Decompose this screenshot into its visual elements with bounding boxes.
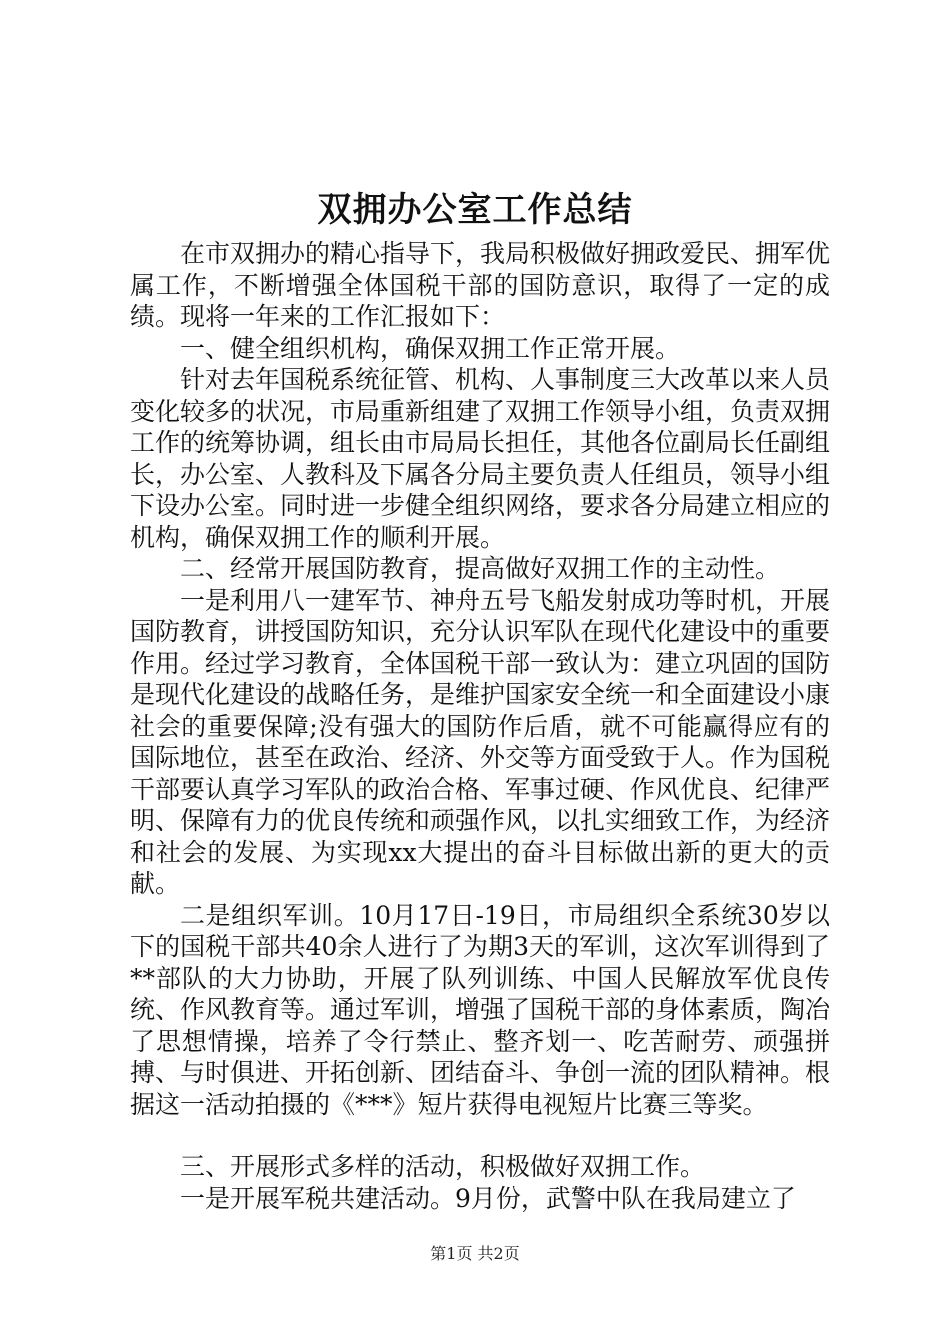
- paragraph-military-training: 二是组织军训。10月17日-19日，市局组织全系统30岁以下的国税干部共40余人进行了为期3天的军训，这次军训得到了**部队的大力协助，开展了队列训练、中国人民解放军优良传统、作风教育等。通过军训，增强了国税干部的身体素质，陶冶了思想情操，培养了令行禁止、整齐划一、吃苦耐劳、顽强拼搏、与时俱进、开拓创新、团结奋斗、争创一流的团队精神。根据这一活动拍摄的《***》短片获得电视短片比赛三等奖。: [130, 900, 831, 1119]
- section-heading-3: 三、开展形式多样的活动，积极做好双拥工作。: [180, 1152, 706, 1181]
- paragraph-joint-construction: 一是开展军税共建活动。9月份，武警中队在我局建立了: [180, 1183, 796, 1213]
- paragraph-organization: 针对去年国税系统征管、机构、人事制度三大改革以来人员变化较多的状况，市局重新组建了双拥工作领导小组，负责双拥工作的统筹协调，组长由市局局长担任，其他各位副局长任副组长，办公室、人教科及下属各分局主要负责人任组员，领导小组下设办公室。同时进一步健全组织网络，要求各分局建立相应的机构，确保双拥工作的顺利开展。: [130, 365, 831, 552]
- document-title: 双拥办公室工作总结: [317, 190, 633, 230]
- page-footer: 第1页 共2页: [430, 1244, 520, 1263]
- section-heading-1: 一、健全组织机构，确保双拥工作正常开展。: [180, 333, 681, 363]
- section-heading-2: 二、经常开展国防教育，提高做好双拥工作的主动性。: [180, 554, 781, 583]
- document-body: [130, 238, 830, 1214]
- paragraph-defense-education: 一是利用八一建军节、神舟五号飞船发射成功等时机，开展国防教育，讲授国防知识，充分认识军队在现代化建设中的重要作用。经过学习教育，全体国税干部一致认为：建立巩固的国防是现代化建设的战略任务，是维护国家安全统一和全面建设小康社会的重要保障;没有强大的国防作后盾，就不可能赢得应有的国际地位，甚至在政治、经济、外交等方面受致于人。作为国税干部要认真学习军队的政治合格、军事过硬、作风优良、纪律严明、保障有力的优良传统和顽强作风，以扎实细致工作，为经济和社会的发展、为实现xx大提出的奋斗目标做出新的更大的贡献。: [130, 585, 831, 898]
- paragraph-intro: 在市双拥办的精心指导下，我局积极做好拥政爱民、拥军优属工作，不断增强全体国税干部的国防意识，取得了一定的成绩。现将一年来的工作汇报如下：: [130, 239, 831, 331]
